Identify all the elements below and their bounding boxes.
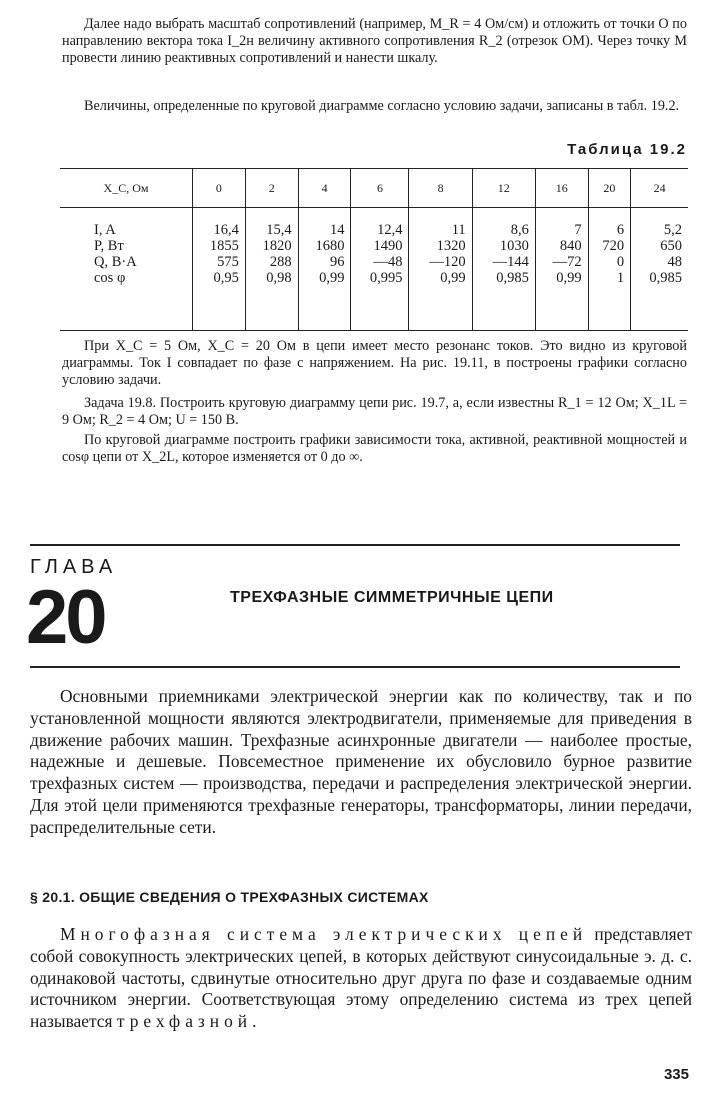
cell-value: 840 bbox=[559, 238, 582, 254]
section-heading: § 20.1. ОБЩИЕ СВЕДЕНИЯ О ТРЕХФАЗНЫХ СИСТЕМАХ bbox=[30, 889, 429, 905]
cell-value: 0,99 bbox=[319, 270, 345, 286]
table-cell bbox=[193, 208, 246, 331]
table-cell bbox=[588, 208, 630, 331]
cell-value: 1030 bbox=[499, 238, 529, 254]
cell-value: —48 bbox=[373, 254, 403, 270]
cell-value: 1680 bbox=[315, 238, 345, 254]
paragraph-task-instructions: По круговой диаграмме построить графики зависимости тока, активной, реактивной мощностей и cosφ цепи от X_2L, которое изменяется от 0 до ∞. bbox=[62, 432, 687, 465]
row-label-active-power: P, Вт bbox=[94, 238, 124, 254]
cell-value: 96 bbox=[329, 254, 345, 270]
cell-value: 16,4 bbox=[213, 222, 239, 238]
cell-value: —72 bbox=[552, 254, 582, 270]
cell-value: 288 bbox=[269, 254, 292, 270]
cell-value: 11 bbox=[451, 222, 466, 238]
table-col-header: 2 bbox=[245, 169, 298, 208]
cell-value: 0,995 bbox=[369, 270, 403, 286]
definition-end: . bbox=[252, 1011, 257, 1032]
cell-value: 48 bbox=[667, 254, 682, 270]
cell-value: 1 bbox=[616, 270, 625, 286]
cell-value: —120 bbox=[429, 254, 466, 270]
table-col-header: 12 bbox=[472, 169, 535, 208]
cell-value: 0,985 bbox=[649, 270, 682, 286]
paragraph-resonance: При X_C = 5 Ом, X_C = 20 Ом в цепи имеет место резонанс токов. Это видно из круговой диаграммы. Ток I совпадает по фазе с напряжением. На рис. 19.11, в построены графики согласно условию задачи. bbox=[62, 338, 687, 388]
table-col-header: 6 bbox=[351, 169, 409, 208]
table-title: Таблица 19.2 bbox=[567, 141, 687, 158]
results-table bbox=[60, 168, 688, 331]
table-header-label: X_C, Ом bbox=[60, 169, 193, 208]
cell-value: 6 bbox=[616, 222, 625, 238]
cell-value: 0 bbox=[616, 254, 625, 270]
table-col-header: 0 bbox=[193, 169, 246, 208]
row-label-current: I, A bbox=[94, 222, 116, 238]
cell-value: 8,6 bbox=[510, 222, 529, 238]
cell-value: 1320 bbox=[436, 238, 466, 254]
cell-value: 15,4 bbox=[266, 222, 292, 238]
term-multiphase-system: Многофазная система электрических цепей bbox=[60, 924, 588, 944]
cell-value: 720 bbox=[602, 238, 625, 254]
definition-text: представляет собой совокупность электрических цепей, в которых действуют синусоидальные э. д. с. одинаковой частоты, сдвинутые относительно друг друга по фазе и создаваемые одним источником энергии. Соответствующая этому определению система из трех цепей называется bbox=[30, 924, 692, 1032]
cell-value: 575 bbox=[217, 254, 239, 270]
cell-value: 5,2 bbox=[663, 222, 682, 238]
cell-value: 1490 bbox=[373, 238, 403, 254]
table-col-header: 4 bbox=[298, 169, 351, 208]
page-number: 335 bbox=[663, 1066, 689, 1083]
table-cell bbox=[245, 208, 298, 331]
cell-value: 0,99 bbox=[556, 270, 582, 286]
paragraph-scale-selection: Далее надо выбрать масштаб сопротивлений (например, M_R = 4 Ом/см) и отложить от точки O по направлению вектора тока I_2н величину активного сопротивления R_2 (отрезок OM). Через точку M провести линию реактивных сопротивлений и нанести шкалу. bbox=[62, 16, 687, 66]
term-three-phase: трехфазной bbox=[116, 1011, 253, 1032]
chapter-title: ТРЕХФАЗНЫЕ СИММЕТРИЧНЫЕ ЦЕПИ bbox=[230, 589, 554, 606]
table-cell bbox=[535, 208, 588, 331]
paragraph-chapter-intro: Основными приемниками электрической энергии как по количеству, так и по установленной мощности являются электродвигатели, применяемые для приведения в движение рабочих машин. Трехфазные асинхронные двигатели — наиболее простые, надежные и дешевые. Повсеместное применение их обусловило бурное развитие трехфазных систем — производства, передачи и распределения электрической энергии. Для этой цели применяются трехфазные генераторы, трансформаторы, линии передачи, распределительные сети. bbox=[30, 686, 692, 837]
table-cell bbox=[631, 208, 688, 331]
table-col-header: 24 bbox=[631, 169, 688, 208]
cell-value: 0,985 bbox=[496, 270, 529, 286]
cell-value: —144 bbox=[492, 254, 529, 270]
paragraph-task-19-8: Задача 19.8. Построить круговую диаграмму цепи рис. 19.7, а, если известны R_1 = 12 Ом; X_1L = 9 Ом; R_2 = 4 Ом; U = 150 В. bbox=[62, 395, 687, 428]
cell-value: 1855 bbox=[209, 238, 239, 254]
row-label-reactive-power: Q, В·А bbox=[94, 254, 137, 270]
cell-value: 7 bbox=[574, 222, 582, 238]
chapter-number: 20 bbox=[26, 575, 105, 660]
cell-value: 0,98 bbox=[266, 270, 292, 286]
table-col-header: 16 bbox=[535, 169, 588, 208]
cell-value: 0,99 bbox=[440, 270, 466, 286]
chapter-rule-bottom bbox=[30, 666, 680, 668]
table-col-header: 20 bbox=[588, 169, 630, 208]
chapter-label: ГЛАВА bbox=[30, 556, 118, 578]
chapter-rule-top bbox=[30, 544, 680, 546]
paragraph-definition bbox=[30, 924, 692, 1033]
cell-value: 14 bbox=[329, 222, 345, 238]
table-row-labels bbox=[60, 208, 193, 331]
table-col-header: 8 bbox=[409, 169, 472, 208]
cell-value: 0,95 bbox=[213, 270, 239, 286]
cell-value: 1820 bbox=[262, 238, 292, 254]
table-cell bbox=[409, 208, 472, 331]
table-row bbox=[60, 208, 688, 331]
row-label-power-factor: cos φ bbox=[94, 270, 126, 286]
table-header-row bbox=[60, 169, 688, 208]
paragraph-table-reference: Величины, определенные по круговой диаграмме согласно условию задачи, записаны в табл. 19.2. bbox=[84, 98, 680, 114]
table-cell bbox=[298, 208, 351, 331]
table-cell bbox=[472, 208, 535, 331]
cell-value: 12,4 bbox=[377, 222, 403, 238]
table-cell bbox=[351, 208, 409, 331]
cell-value: 650 bbox=[660, 238, 682, 254]
